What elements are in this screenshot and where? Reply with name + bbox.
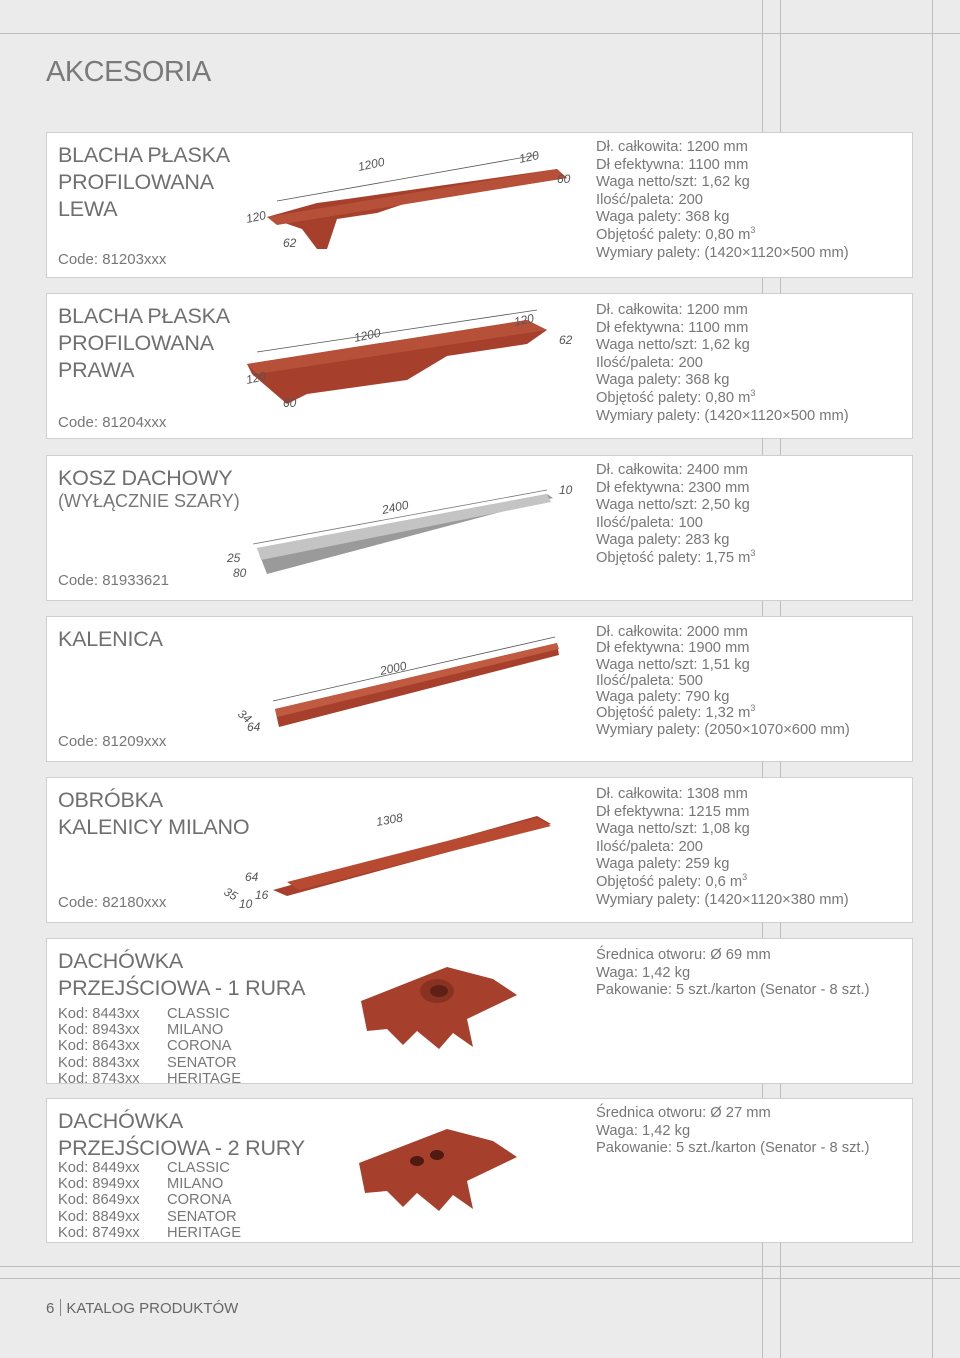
variant-row: Kod: 8743xx HERITAGE — [58, 1070, 241, 1087]
frame-line — [0, 33, 960, 34]
product-drawing — [47, 133, 607, 279]
product-subtitle: (WYŁĄCZNIE SZARY) — [58, 491, 240, 511]
svg-text:60: 60 — [283, 396, 297, 410]
product-card — [46, 616, 913, 762]
page-number: 6 — [46, 1300, 55, 1317]
svg-text:120: 120 — [244, 208, 268, 226]
product-card — [46, 132, 913, 278]
product-specs: Dł. całkowita: 1200 mm Dł efektywna: 1100 mm Waga netto/szt: 1,62 kg Ilość/paleta: 200 Waga palety: 368 kg Objętość palety: 0,80 $m^3$ Wymiary palety: (1420×1120×500 mm) — [596, 139, 849, 261]
product-name: DACHÓWKA PRZEJŚCIOWA - 1 RURA — [58, 949, 306, 1000]
svg-text:64: 64 — [245, 870, 259, 884]
product-name: DACHÓWKA PRZEJŚCIOWA - 2 RURY — [58, 1109, 305, 1160]
svg-text:120: 120 — [512, 311, 536, 329]
svg-text:16: 16 — [255, 888, 269, 902]
svg-text:10: 10 — [559, 483, 573, 497]
catalog-name: KATALOG PRODUKTÓW — [66, 1300, 239, 1317]
product-name: OBRÓBKA KALENICY MILANO — [58, 788, 250, 839]
product-drawing — [47, 294, 607, 440]
product-specs: Dł. całkowita: 1308 mm Dł efektywna: 1215 mm Waga netto/szt: 1,08 kg Ilość/paleta: 200 Waga palety: 259 kg Objętość palety: 0,6 $m^3$ Wymiary palety: (1420×1120×380 mm) — [596, 786, 849, 908]
product-code: Code: 81209xxx — [58, 733, 167, 750]
product-specs: Dł. całkowita: 2400 mm Dł efektywna: 2300 mm Waga netto/szt: 2,50 kg Ilość/paleta: 100 Waga palety: 283 kg Objętość palety: 1,75 $m^3$ — [596, 462, 756, 566]
svg-text:1308: 1308 — [375, 810, 404, 829]
svg-text:1200: 1200 — [352, 325, 382, 345]
svg-text:120: 120 — [244, 369, 268, 387]
variant-row: Kod: 8943xx MILANO — [58, 1022, 224, 1039]
svg-text:60: 60 — [557, 172, 571, 186]
footer-divider — [60, 1299, 61, 1316]
page-title: AKCESORIA — [46, 56, 211, 88]
product-specs: Średnica otworu: Ø 69 mm Waga: 1,42 kg Pakowanie: 5 szt./karton (Senator - 8 szt.) — [596, 947, 870, 999]
product-drawing — [47, 778, 607, 924]
product-card — [46, 938, 913, 1087]
footer — [46, 1299, 238, 1317]
product-card — [46, 777, 913, 923]
product-drawing — [47, 939, 607, 1085]
product-specs: Dł. całkowita: 1200 mm Dł efektywna: 1100 mm Waga netto/szt: 1,62 kg Ilość/paleta: 200 Waga palety: 368 kg Objętość palety: 0,80 $m^3$ Wymiary palety: (1420×1120×500 mm) — [596, 302, 849, 424]
variant-row: Kod: 8849xx SENATOR — [58, 1208, 237, 1225]
product-drawing — [47, 617, 607, 763]
product-code: Code: 81203xxx — [58, 251, 167, 268]
svg-text:80: 80 — [233, 566, 247, 580]
svg-text:2000: 2000 — [378, 658, 408, 678]
variant-row: Kod: 8449xx CLASSIC — [58, 1160, 230, 1176]
variant-row: Kod: 8749xx HERITAGE — [58, 1224, 241, 1241]
frame-line — [932, 0, 933, 1358]
svg-text:35: 35 — [221, 884, 241, 904]
product-drawing — [47, 456, 607, 602]
product-name: KOSZ DACHOWY — [58, 466, 233, 490]
product-name: KALENICA — [58, 627, 163, 651]
product-card — [46, 293, 913, 439]
product-card — [46, 455, 913, 601]
svg-text:62: 62 — [283, 236, 297, 250]
variant-row: Kod: 8843xx SENATOR — [58, 1054, 237, 1071]
variant-row: Kod: 8949xx MILANO — [58, 1176, 224, 1193]
product-name: BLACHA PŁASKA PROFILOWANA PRAWA — [58, 304, 230, 382]
variant-row: Kod: 8649xx CORONA — [58, 1192, 232, 1209]
product-specs: Dł. całkowita: 2000 mm Dł efektywna: 1900 mm Waga netto/szt: 1,51 kg Ilość/paleta: 500 Waga palety: 790 kg Objętość palety: 1,32 $m^3$ Wymiary palety: (2050×1070×600 mm) — [596, 624, 850, 738]
svg-text:120: 120 — [517, 148, 541, 166]
frame-line — [0, 1266, 960, 1267]
product-code: Code: 82180xxx — [58, 894, 167, 911]
product-code: Code: 81204xxx — [58, 414, 167, 431]
variant-row: Kod: 8443xx CLASSIC — [58, 1006, 230, 1022]
product-specs: Średnica otworu: Ø 27 mm Waga: 1,42 kg Pakowanie: 5 szt./karton (Senator - 8 szt.) — [596, 1105, 870, 1157]
svg-text:1200: 1200 — [356, 154, 386, 174]
product-drawing — [47, 1099, 607, 1244]
frame-line — [0, 1278, 960, 1279]
svg-text:62: 62 — [559, 333, 573, 347]
product-name: BLACHA PŁASKA PROFILOWANA LEWA — [58, 143, 230, 221]
product-code: Code: 81933621 — [58, 572, 169, 589]
svg-text:10: 10 — [239, 897, 253, 911]
variant-row: Kod: 8643xx CORONA — [58, 1038, 232, 1055]
svg-text:25: 25 — [227, 551, 241, 565]
svg-text:2400: 2400 — [380, 497, 410, 517]
svg-text:34: 34 — [235, 706, 255, 726]
svg-text:64: 64 — [247, 720, 261, 734]
product-card — [46, 1098, 913, 1243]
